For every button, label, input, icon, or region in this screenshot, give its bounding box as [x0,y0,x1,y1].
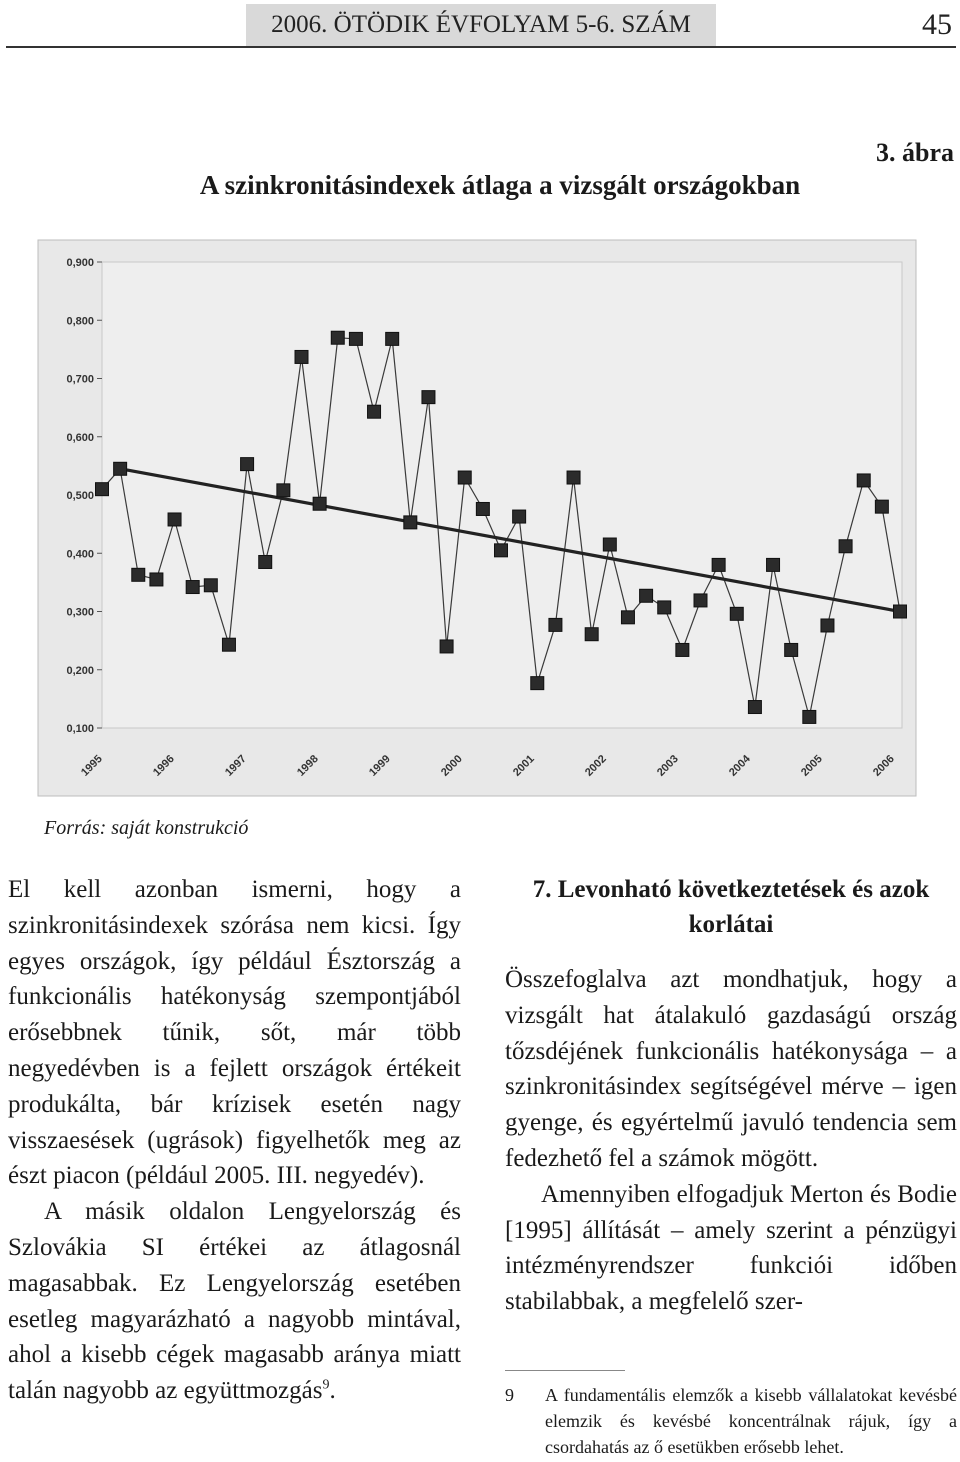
x-tick-label: 2005 [798,752,825,779]
y-tick-label: 0,100 [66,723,94,735]
data-point [676,643,689,656]
data-point [476,502,489,515]
data-point [803,710,816,723]
data-point [386,332,399,345]
figure-source: Forrás: saját konstrukció [44,817,249,839]
data-point [204,579,217,592]
data-point [368,405,381,418]
y-tick-label: 0,400 [66,548,94,561]
data-point [694,594,707,607]
data-point [241,458,254,471]
data-point [440,640,453,653]
data-point [748,701,761,714]
right-paragraph-1: Összefoglalva azt mondhatjuk, hogy a vizsgált hat átalakuló gazdaságú ország tőzsdéjének funkcionális hatékonysága – a szinkronitásindex segítségével mérve – igen gyenge, és egyértelmű javuló tendencia sem fedezhető fel a számok mögött. [505,966,957,1172]
x-tick-label: 1998 [294,752,321,779]
footnote [505,1382,957,1460]
footnote-reference: 9 [322,1377,330,1393]
data-point [567,471,580,484]
data-point [404,516,417,529]
data-point [821,619,834,632]
data-point [857,474,870,487]
data-point [150,573,163,586]
data-point [585,628,598,641]
data-point [222,638,235,651]
x-tick-label: 2006 [870,752,897,779]
data-point [531,677,544,690]
data-point [313,497,326,510]
x-tick-label: 2004 [726,752,753,779]
data-point [114,462,127,475]
y-tick-label: 0,300 [66,606,94,619]
data-point [495,544,508,557]
data-point [96,483,109,496]
figure-label: 3. ábra [876,138,954,167]
y-tick-label: 0,200 [66,664,94,677]
right-column [505,872,957,1320]
data-point [422,391,435,404]
y-tick-label: 0,600 [66,431,94,444]
x-tick-label: 2002 [582,752,609,779]
left-paragraph-1: El kell azonban ismerni, hogy a szinkronitásindexek szórása nem kicsi. Így egyes országok, így például Észtország a funkcionális hatékonyság szempontjából erősebbnek tűnik, sőt, már több negyedévben is a fejlett országok értékeit produkálta, bár krízisek esetén nagy visszaesések (ugrások) figyelhetők meg az észt piacon (például 2005. III. negyedév). [8,876,461,1190]
data-point [277,484,290,497]
data-point [132,568,145,581]
data-point [458,471,471,484]
page-number: 45 [922,8,952,41]
chart-svg [34,232,920,804]
synchronicity-chart [34,232,920,804]
data-point [875,500,888,513]
footnote-number: 9 [505,1385,514,1405]
x-tick-label: 1997 [222,752,249,779]
data-point [186,581,199,594]
x-tick-label: 1996 [150,752,177,779]
data-point [894,605,907,618]
figure-title: A szinkronitásindexek átlaga a vizsgált országokban [199,170,801,200]
x-tick-label: 2003 [654,752,681,779]
data-point [603,538,616,551]
left-paragraph-2 [8,1194,461,1409]
data-point [295,350,308,363]
data-point [767,558,780,571]
x-tick-label: 2001 [510,752,537,779]
y-tick-label: 0,500 [66,490,94,502]
y-tick-label: 0,700 [66,373,94,386]
data-point [839,540,852,553]
data-point [785,643,798,656]
data-point [712,558,725,571]
x-tick-label: 2000 [438,752,465,779]
data-point [349,332,362,345]
x-tick-label: 1999 [366,752,393,779]
section-title: 7. Levonható következtetések és azok korlátai [532,876,930,938]
data-point [259,555,272,568]
data-point [621,611,634,624]
footnote-text: A fundamentális elemzők a kisebb vállalatokat kevésbé elemzik és kevésbé koncentrálnak rájuk, így a csordahatás az ő esetükben erősebb lehet. [545,1385,957,1457]
data-point [331,331,344,344]
header-rule [6,46,956,48]
right-paragraph-2: Amennyiben elfogadjuk Merton és Bodie [1995] állítását – amely szerint a pénzügyi intézményrendszer funkciói időben stabilabbak, a megfelelő szer- [505,1180,957,1316]
plot-area [102,262,902,728]
left-paragraph-2-text: A másik oldalon Lengyelország és Szlovákia SI értékei az átlagosnál magasabbak. Ez Lengyelország esetében esetleg magyarázható a nagyobb mintával, ahol a kisebb cégek magasabb aránya miatt talán nagyobb az együttmozgás [8,1198,461,1405]
data-point [549,618,562,631]
x-tick-label: 1995 [78,752,105,779]
left-column [8,872,461,1409]
y-tick-label: 0,900 [66,257,94,269]
data-point [658,601,671,614]
running-title: 2006. ÖTÖDIK ÉVFOLYAM 5-6. SZÁM [271,11,691,38]
data-point [730,607,743,620]
data-point [513,510,526,523]
left-paragraph-2-end: . [329,1377,336,1405]
data-point [640,589,653,602]
y-tick-label: 0,800 [66,315,94,328]
footnote-rule [505,1370,625,1371]
data-point [168,513,181,526]
